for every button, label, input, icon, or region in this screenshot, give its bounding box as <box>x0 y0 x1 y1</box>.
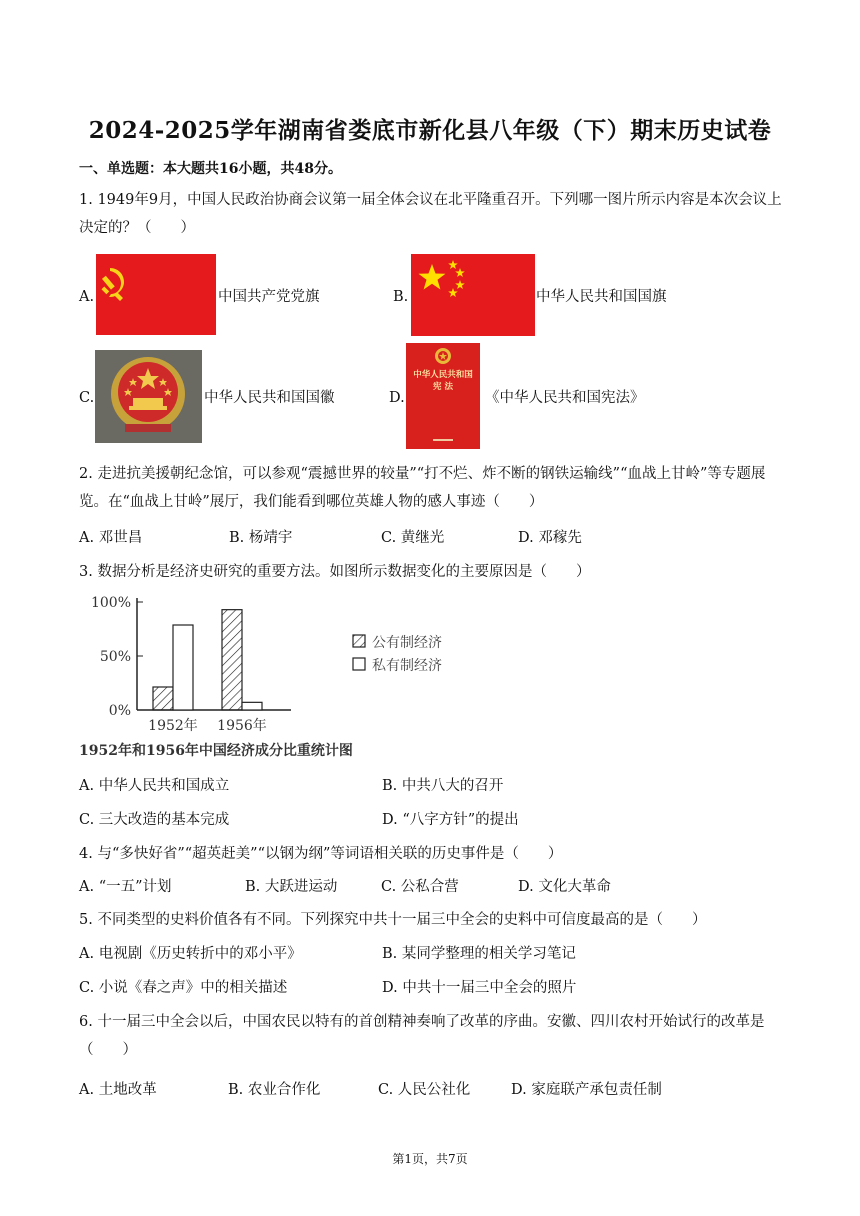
legend-label: 公有制经济 <box>372 635 442 651</box>
constitution-cover-subtitle: 宪 法 <box>433 382 453 392</box>
q5-option-d: D. 中共十一届三中全会的照片 <box>382 980 577 996</box>
y-tick-label: 50% <box>99 649 131 665</box>
bar-private-0 <box>173 625 193 710</box>
legend-swatch <box>353 635 365 647</box>
x-category-label: 1956年 <box>217 718 267 734</box>
q4-option-c: C. 公私合营 <box>381 879 459 895</box>
option-text-c: 中华人民共和国国徽 <box>204 390 335 406</box>
bar-public-0 <box>153 687 173 710</box>
question-5: 5. 不同类型的史料价值各有不同。下列探究中共十一届三中全会的史料中可信度最高的是（ ） <box>79 912 707 928</box>
national-emblem-image <box>95 350 202 443</box>
option-label-b: B. <box>393 289 409 305</box>
bar-public-1 <box>222 610 242 710</box>
option-label-a: A. <box>79 289 95 305</box>
q3-option-d: D. “八字方针”的提出 <box>382 812 519 828</box>
q6-option-d: D. 家庭联产承包责任制 <box>511 1082 662 1098</box>
constitution-book-image <box>406 343 480 449</box>
chart-title: 1952年和1956年中国经济成分比重统计图 <box>79 743 353 759</box>
y-tick-label: 0% <box>108 703 131 719</box>
option-text-d: 《中华人民共和国宪法》 <box>485 390 645 406</box>
question-1: 1. 1949年9月，中国人民政治协商会议第一届全体会议在北平隆重召开。下列哪一图片所示内容是本次会议上决定的？（ ） <box>79 192 782 236</box>
q6-option-b: B. 农业合作化 <box>228 1082 321 1098</box>
question-3: 3. 数据分析是经济史研究的重要方法。如图所示数据变化的主要原因是（ ） <box>79 564 591 580</box>
q4-option-a: A. “一五”计划 <box>79 879 172 895</box>
legend-label: 私有制经济 <box>372 658 442 674</box>
q4-option-b: B. 大跃进运动 <box>245 879 338 895</box>
section-heading: 一、单选题：本大题共16小题，共48分。 <box>79 161 342 177</box>
q2-option-d: D. 邓稼先 <box>518 530 582 546</box>
national-flag-image <box>411 254 535 336</box>
bar-private-1 <box>242 702 262 710</box>
q4-option-d: D. 文化大革命 <box>518 879 611 895</box>
option-label-d: D. <box>389 390 405 406</box>
page-footer: 第1页，共7页 <box>392 1152 468 1166</box>
question-6: 6. 十一届三中全会以后，中国农民以特有的首创精神奏响了改革的序曲。安徽、四川农村开始试行的改革是（ ） <box>79 1014 765 1058</box>
option-text-a: 中国共产党党旗 <box>218 289 320 305</box>
page-title: 2024-2025学年湖南省娄底市新化县八年级（下）期末历史试卷 <box>88 117 772 144</box>
question-2: 2. 走进抗美援朝纪念馆，可以参观“震撼世界的较量”“打不烂、炸不断的钢铁运输线”“血战上甘岭”等专题展览。在“血战上甘岭”展厅，我们能看到哪位英雄人物的感人事迹（ ） <box>79 466 766 510</box>
publisher-mark <box>433 439 453 441</box>
constitution-cover-title: 中华人民共和国 <box>413 370 473 380</box>
q5-option-a: A. 电视剧《历史转折中的邓小平》 <box>79 946 302 962</box>
legend-swatch <box>353 658 365 670</box>
q6-option-c: C. 人民公社化 <box>378 1082 471 1098</box>
q6-option-a: A. 土地改革 <box>79 1082 157 1098</box>
q2-option-b: B. 杨靖宇 <box>229 530 293 546</box>
x-category-label: 1952年 <box>148 718 198 734</box>
q2-option-c: C. 黄继光 <box>381 530 445 546</box>
q3-option-c: C. 三大改造的基本完成 <box>79 812 230 828</box>
option-text-b: 中华人民共和国国旗 <box>536 289 667 305</box>
party-flag-image <box>96 254 216 335</box>
q5-option-b: B. 某同学整理的相关学习笔记 <box>382 946 576 962</box>
economy-share-chart <box>79 588 479 738</box>
q3-option-a: A. 中华人民共和国成立 <box>79 778 230 794</box>
y-tick-label: 100% <box>90 595 131 611</box>
q2-option-a: A. 邓世昌 <box>79 530 143 546</box>
q5-option-c: C. 小说《春之声》中的相关描述 <box>79 980 288 996</box>
question-4: 4. 与“多快好省”“超英赶美”“以钢为纲”等词语相关联的历史事件是（ ） <box>79 846 563 862</box>
option-label-c: C. <box>79 390 95 406</box>
q3-option-b: B. 中共八大的召开 <box>382 778 504 794</box>
